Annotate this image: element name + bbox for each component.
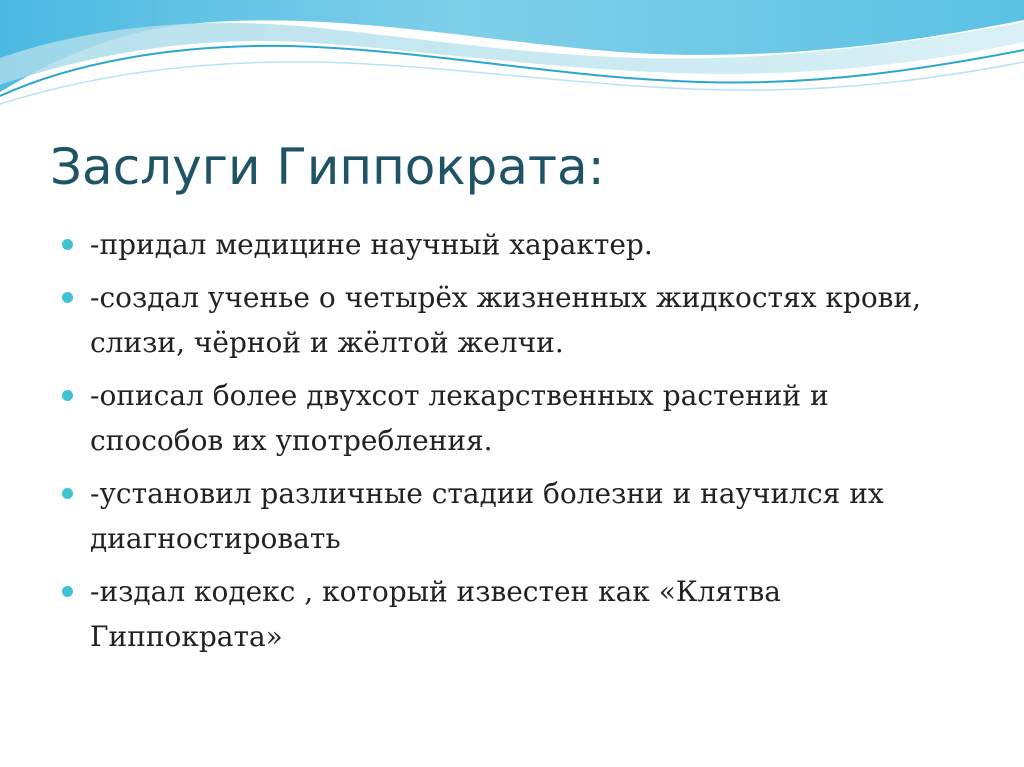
bullet-dot-icon — [62, 390, 73, 401]
bullet-dot-icon — [62, 488, 73, 499]
bullet-dot-icon — [62, 239, 73, 250]
header-wave-decoration — [0, 0, 1024, 110]
bullet-text: -придал медицине научный характер. — [90, 228, 653, 261]
bullet-item — [62, 373, 962, 463]
bullet-item — [62, 275, 962, 365]
bullet-text: -издал кодекс , который известен как «Клятва Гиппократа» — [90, 575, 781, 653]
bullet-dot-icon — [62, 292, 73, 303]
bullet-text: -создал ученье о четырёх жизненных жидкостях крови, слизи, чёрной и жёлтой желчи. — [90, 281, 922, 359]
bullet-text: -описал более двухсот лекарственных растений и способов их употребления. — [90, 379, 829, 457]
bullet-item — [62, 569, 962, 659]
bullet-item — [62, 222, 962, 267]
bullet-dot-icon — [62, 586, 73, 597]
slide-title: Заслуги Гиппократа: — [50, 138, 605, 196]
bullet-item — [62, 471, 962, 561]
bullet-text: -установил различные стадии болезни и научился их диагностировать — [90, 477, 884, 555]
bullet-list — [62, 222, 962, 667]
